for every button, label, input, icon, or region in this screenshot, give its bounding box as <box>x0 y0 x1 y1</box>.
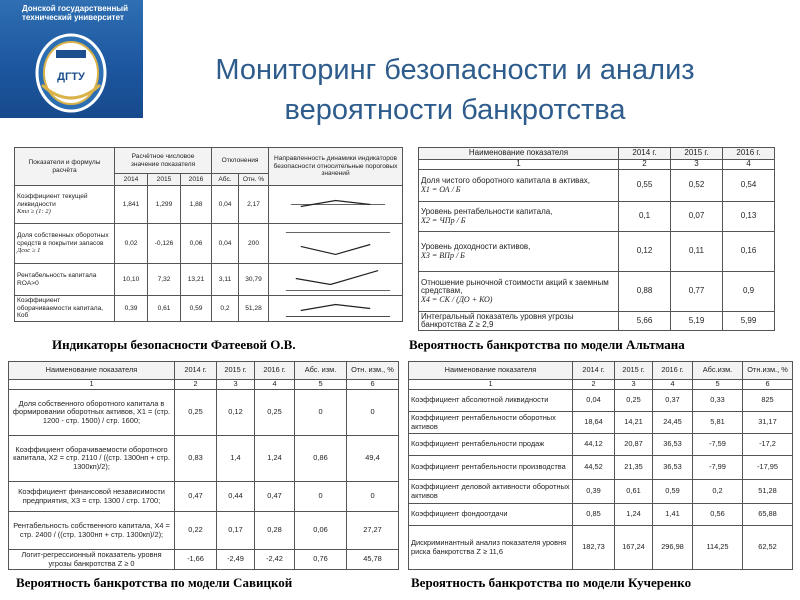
value-2014: 44,52 <box>573 456 615 480</box>
value-2016: 5,99 <box>723 312 775 331</box>
value-rel: 30,79 <box>239 264 269 296</box>
table-row <box>15 264 403 296</box>
value-2014: 0,39 <box>573 480 615 504</box>
value-rel: 0 <box>347 482 399 512</box>
value-2015: 0,77 <box>671 272 723 312</box>
col-header-name: Наименование показателя <box>9 362 175 380</box>
indicator-name: Рентабельность капитала ROA>0 <box>15 264 115 296</box>
value-2016: 24,45 <box>653 412 693 434</box>
col-header-indicator: Показатели и формулы расчёта <box>15 148 115 186</box>
value-2014: 182,73 <box>573 526 615 570</box>
value-abs: 0,56 <box>693 504 743 526</box>
indicator-name: Рентабельность собственного капитала, X4 = стр. 2400 / ((стр. 1300нп + стр. 1300кп)/2); <box>9 512 175 550</box>
col-number-1: 1 <box>9 380 175 390</box>
indicator-name-cell <box>419 202 619 232</box>
value-rel: 65,88 <box>743 504 793 526</box>
indicator-name-cell <box>15 186 115 224</box>
table-row <box>15 296 403 322</box>
col-header-name: Наименование показателя <box>409 362 573 380</box>
value-2016: 0,59 <box>653 480 693 504</box>
indicator-formula: Дсос ≥ 1 <box>17 247 41 255</box>
table-row <box>409 504 793 526</box>
value-2015: 0,11 <box>671 232 723 272</box>
value-2016: 1,41 <box>653 504 693 526</box>
value-rel: 51,28 <box>239 296 269 322</box>
value-2014: 44,12 <box>573 434 615 456</box>
value-rel: 45,78 <box>347 550 399 570</box>
table-row <box>419 272 775 312</box>
value-2015: 0,17 <box>217 512 255 550</box>
trend-line-icon <box>271 186 400 223</box>
col-header-2014: 2014 г. <box>175 362 217 380</box>
value-abs: 114,25 <box>693 526 743 570</box>
col-header-calc-value: Расчётное числовое значение показателя <box>115 148 212 174</box>
indicator-name: Уровень рентабельности капитала, <box>421 207 553 216</box>
value-2015: 0,61 <box>148 296 181 322</box>
col-number-6: 6 <box>743 380 793 390</box>
col-header-2016: 2016 г. <box>723 148 775 160</box>
indicator-formula: Kтл ≥ (1: 2) <box>17 208 51 216</box>
indicator-name: Отношение рыночной стоимости акций к заемным средствам, <box>421 277 609 296</box>
value-abs: -7,99 <box>693 456 743 480</box>
col-header-2016: 2016 г. <box>255 362 295 380</box>
kucherenko-model-table <box>408 361 793 570</box>
slide-title <box>150 50 760 130</box>
value-2015: 167,24 <box>615 526 653 570</box>
value-2016: 0,9 <box>723 272 775 312</box>
value-2014: 10,10 <box>115 264 148 296</box>
indicator-formula: X4 = СК / (ДО + КО) <box>421 294 493 304</box>
table-row <box>9 550 399 570</box>
value-abs: 0,04 <box>212 186 239 224</box>
value-abs: 0,33 <box>693 390 743 412</box>
col-header-2014: 2014 г. <box>619 148 671 160</box>
value-rel: 31,17 <box>743 412 793 434</box>
value-2014: 0,88 <box>619 272 671 312</box>
col-header-direction: Направленность динамики индикаторов безопасности относительные пороговых значений <box>269 148 403 186</box>
fateeva-caption: Индикаторы безопасности Фатеевой О.В. <box>52 337 296 352</box>
trend-line-icon <box>271 296 400 321</box>
altman-model-table <box>418 147 775 331</box>
value-2014: 0,02 <box>115 224 148 264</box>
indicator-formula: X3 = ВПр / Б <box>421 250 465 260</box>
col-header-abs: Абс. изм. <box>295 362 347 380</box>
value-2015: 0,12 <box>217 390 255 436</box>
indicator-name: Логит-регрессионный показатель уровня угрозы банкротства Z ≥ 0 <box>9 550 175 570</box>
value-2015: 1,24 <box>615 504 653 526</box>
altman-caption: Вероятность банкротства по модели Альтмана <box>409 337 685 352</box>
value-2016: -2,42 <box>255 550 295 570</box>
col-number-3: 3 <box>217 380 255 390</box>
value-2015: 0,44 <box>217 482 255 512</box>
col-number-3: 3 <box>671 160 723 170</box>
trend-cell <box>269 296 403 322</box>
col-header-2015: 2015 г. <box>615 362 653 380</box>
value-2016: 0,06 <box>181 224 212 264</box>
value-2016: 0,25 <box>255 390 295 436</box>
col-number-4: 4 <box>723 160 775 170</box>
value-2015: 0,61 <box>615 480 653 504</box>
table-row <box>409 390 793 412</box>
table-row <box>409 456 793 480</box>
indicator-name: Доля чистого оборотного капитала в активах, <box>421 176 590 185</box>
indicator-name: Доля собственных оборотных средств в покрытии запасов <box>17 232 109 247</box>
value-2016: 1,24 <box>255 436 295 482</box>
col-header-abs: Абс.изм. <box>693 362 743 380</box>
col-header-2015: 2015 г. <box>671 148 723 160</box>
value-rel: 200 <box>239 224 269 264</box>
col-header-2016: 2016 <box>181 174 212 186</box>
indicator-name: Дискриминантный анализ показателя уровня риска банкротства Z ≥ 11,6 <box>409 526 573 570</box>
value-abs: 0,04 <box>212 224 239 264</box>
value-2015: 0,07 <box>671 202 723 232</box>
logo-line-2: технический университет <box>22 13 124 22</box>
indicator-name-cell <box>419 272 619 312</box>
savitskaya-caption: Вероятность банкротства по модели Савицкой <box>16 575 293 590</box>
value-2014: 1,841 <box>115 186 148 224</box>
value-abs: 0,86 <box>295 436 347 482</box>
table-row <box>409 412 793 434</box>
value-2014: 0,55 <box>619 170 671 202</box>
indicator-name: Коэффициент рентабельности производства <box>409 456 573 480</box>
value-2016: 0,16 <box>723 232 775 272</box>
table-row <box>9 390 399 436</box>
value-2015: 0,52 <box>671 170 723 202</box>
logo-line-1: Донской государственный <box>22 4 129 13</box>
indicator-name: Коэффициент оборачиваемости капитала, Коб <box>15 296 115 322</box>
col-number-5: 5 <box>295 380 347 390</box>
value-2014: 0,47 <box>175 482 217 512</box>
value-abs: 0 <box>295 482 347 512</box>
col-number-2: 2 <box>619 160 671 170</box>
table-row <box>15 224 403 264</box>
indicator-formula: X1 = ОА / Б <box>421 184 461 194</box>
col-header-2016: 2016 г. <box>653 362 693 380</box>
kucherenko-caption: Вероятность банкротства по модели Кучеренко <box>411 575 692 590</box>
value-rel: 51,28 <box>743 480 793 504</box>
title-line-2: вероятности банкротства <box>284 94 626 126</box>
indicator-name: Уровень доходности активов, <box>421 242 531 251</box>
indicator-name: Коэффициент фондоотдачи <box>409 504 573 526</box>
value-2015: 21,35 <box>615 456 653 480</box>
value-2015: 1,299 <box>148 186 181 224</box>
value-abs: 0,2 <box>212 296 239 322</box>
trend-line-icon <box>271 264 400 295</box>
value-abs: 0,76 <box>295 550 347 570</box>
logo-mark-text: ДГТУ <box>57 71 85 83</box>
col-header-rel: Отн.изм., % <box>743 362 793 380</box>
indicator-name: Доля собственного оборотного капитала в формировании оборотных активов, X1 = (стр. 1200 - стр. 1500) / стр. 1600; <box>9 390 175 436</box>
value-2016: 36,53 <box>653 434 693 456</box>
table-row <box>9 482 399 512</box>
table-row <box>9 436 399 482</box>
value-rel: 49,4 <box>347 436 399 482</box>
col-number-2: 2 <box>573 380 615 390</box>
col-number-3: 3 <box>615 380 653 390</box>
value-2014: 0,25 <box>175 390 217 436</box>
value-2015: 14,21 <box>615 412 653 434</box>
col-header-name: Наименование показателя <box>419 148 619 160</box>
table-row <box>419 312 775 331</box>
value-2015: 1,4 <box>217 436 255 482</box>
value-2014: 0,04 <box>573 390 615 412</box>
value-2016: 0,28 <box>255 512 295 550</box>
indicator-name: Коэффициент текущей ликвидности <box>17 193 88 208</box>
value-rel: 62,52 <box>743 526 793 570</box>
value-2016: 0,59 <box>181 296 212 322</box>
indicator-formula: X2 = ЧПр / Б <box>421 215 466 225</box>
col-number-2: 2 <box>175 380 217 390</box>
col-number-4: 4 <box>653 380 693 390</box>
table-row <box>9 512 399 550</box>
value-abs: -7,59 <box>693 434 743 456</box>
value-abs: 0,2 <box>693 480 743 504</box>
table-row <box>15 186 403 224</box>
table-row <box>409 526 793 570</box>
value-2016: 0,54 <box>723 170 775 202</box>
table-row <box>419 202 775 232</box>
value-2014: -1,66 <box>175 550 217 570</box>
value-rel: -17,95 <box>743 456 793 480</box>
table-row <box>409 480 793 504</box>
value-abs: 5,81 <box>693 412 743 434</box>
value-2015: 5,19 <box>671 312 723 331</box>
indicator-name-cell <box>419 170 619 202</box>
value-2016: 0,37 <box>653 390 693 412</box>
value-2015: 20,87 <box>615 434 653 456</box>
logo-university-name <box>22 4 142 22</box>
value-2014: 0,39 <box>115 296 148 322</box>
value-2015: -2,49 <box>217 550 255 570</box>
value-2014: 5,66 <box>619 312 671 331</box>
value-2014: 0,85 <box>573 504 615 526</box>
value-2014: 18,64 <box>573 412 615 434</box>
value-rel: 825 <box>743 390 793 412</box>
indicator-name-cell <box>15 224 115 264</box>
university-logo <box>0 0 143 118</box>
col-header-rel: Отн. % <box>239 174 269 186</box>
indicator-name: Коэффициент абсолютной ликвидности <box>409 390 573 412</box>
value-2015: -0,126 <box>148 224 181 264</box>
value-2016: 0,47 <box>255 482 295 512</box>
trend-line-icon <box>271 224 400 263</box>
value-2016: 36,53 <box>653 456 693 480</box>
value-2016: 1,88 <box>181 186 212 224</box>
col-header-2015: 2015 г. <box>217 362 255 380</box>
indicator-name: Коэффициент оборачиваемости оборотного капитала, X2 = стр. 2110 / ((стр. 1300нп + стр. 1300кп)/2); <box>9 436 175 482</box>
col-header-abs: Абс. <box>212 174 239 186</box>
indicator-name: Коэффициент финансовой независимости предприятия, X3 = стр. 1300 / стр. 1700; <box>9 482 175 512</box>
value-rel: 27,27 <box>347 512 399 550</box>
col-number-5: 5 <box>693 380 743 390</box>
value-rel: 0 <box>347 390 399 436</box>
value-2014: 0,22 <box>175 512 217 550</box>
title-line-1: Мониторинг безопасности и анализ <box>215 54 695 86</box>
col-header-rel: Отн. изм., % <box>347 362 399 380</box>
value-abs: 0,06 <box>295 512 347 550</box>
trend-cell <box>269 224 403 264</box>
trend-cell <box>269 186 403 224</box>
col-number-1: 1 <box>419 160 619 170</box>
value-2015: 0,25 <box>615 390 653 412</box>
col-header-2014: 2014 <box>115 174 148 186</box>
trend-cell <box>269 264 403 296</box>
col-header-2015: 2015 <box>148 174 181 186</box>
value-abs: 3,11 <box>212 264 239 296</box>
value-2014: 0,12 <box>619 232 671 272</box>
table-row <box>419 232 775 272</box>
value-abs: 0 <box>295 390 347 436</box>
savitskaya-model-table <box>8 361 399 570</box>
value-rel: -17,2 <box>743 434 793 456</box>
value-2015: 7,32 <box>148 264 181 296</box>
indicator-name: Коэффициент рентабельности оборотных активов <box>409 412 573 434</box>
col-header-deviation: Отклонения <box>212 148 269 174</box>
value-2016: 296,98 <box>653 526 693 570</box>
indicator-name: Коэффициент рентабельности продаж <box>409 434 573 456</box>
indicator-name: Коэффициент деловой активности оборотных активов <box>409 480 573 504</box>
value-2016: 13,21 <box>181 264 212 296</box>
table-row <box>419 170 775 202</box>
col-number-6: 6 <box>347 380 399 390</box>
value-rel: 2,17 <box>239 186 269 224</box>
value-2016: 0,13 <box>723 202 775 232</box>
col-number-4: 4 <box>255 380 295 390</box>
value-2014: 0,83 <box>175 436 217 482</box>
university-emblem-icon <box>34 25 108 115</box>
col-number-1: 1 <box>409 380 573 390</box>
value-2014: 0,1 <box>619 202 671 232</box>
indicator-name-cell <box>419 232 619 272</box>
col-header-2014: 2014 г. <box>573 362 615 380</box>
indicator-name: Интегральный показатель уровня угрозы банкротства Z ≥ 2,9 <box>419 312 619 331</box>
table-row <box>409 434 793 456</box>
fateeva-indicators-table <box>14 147 403 322</box>
